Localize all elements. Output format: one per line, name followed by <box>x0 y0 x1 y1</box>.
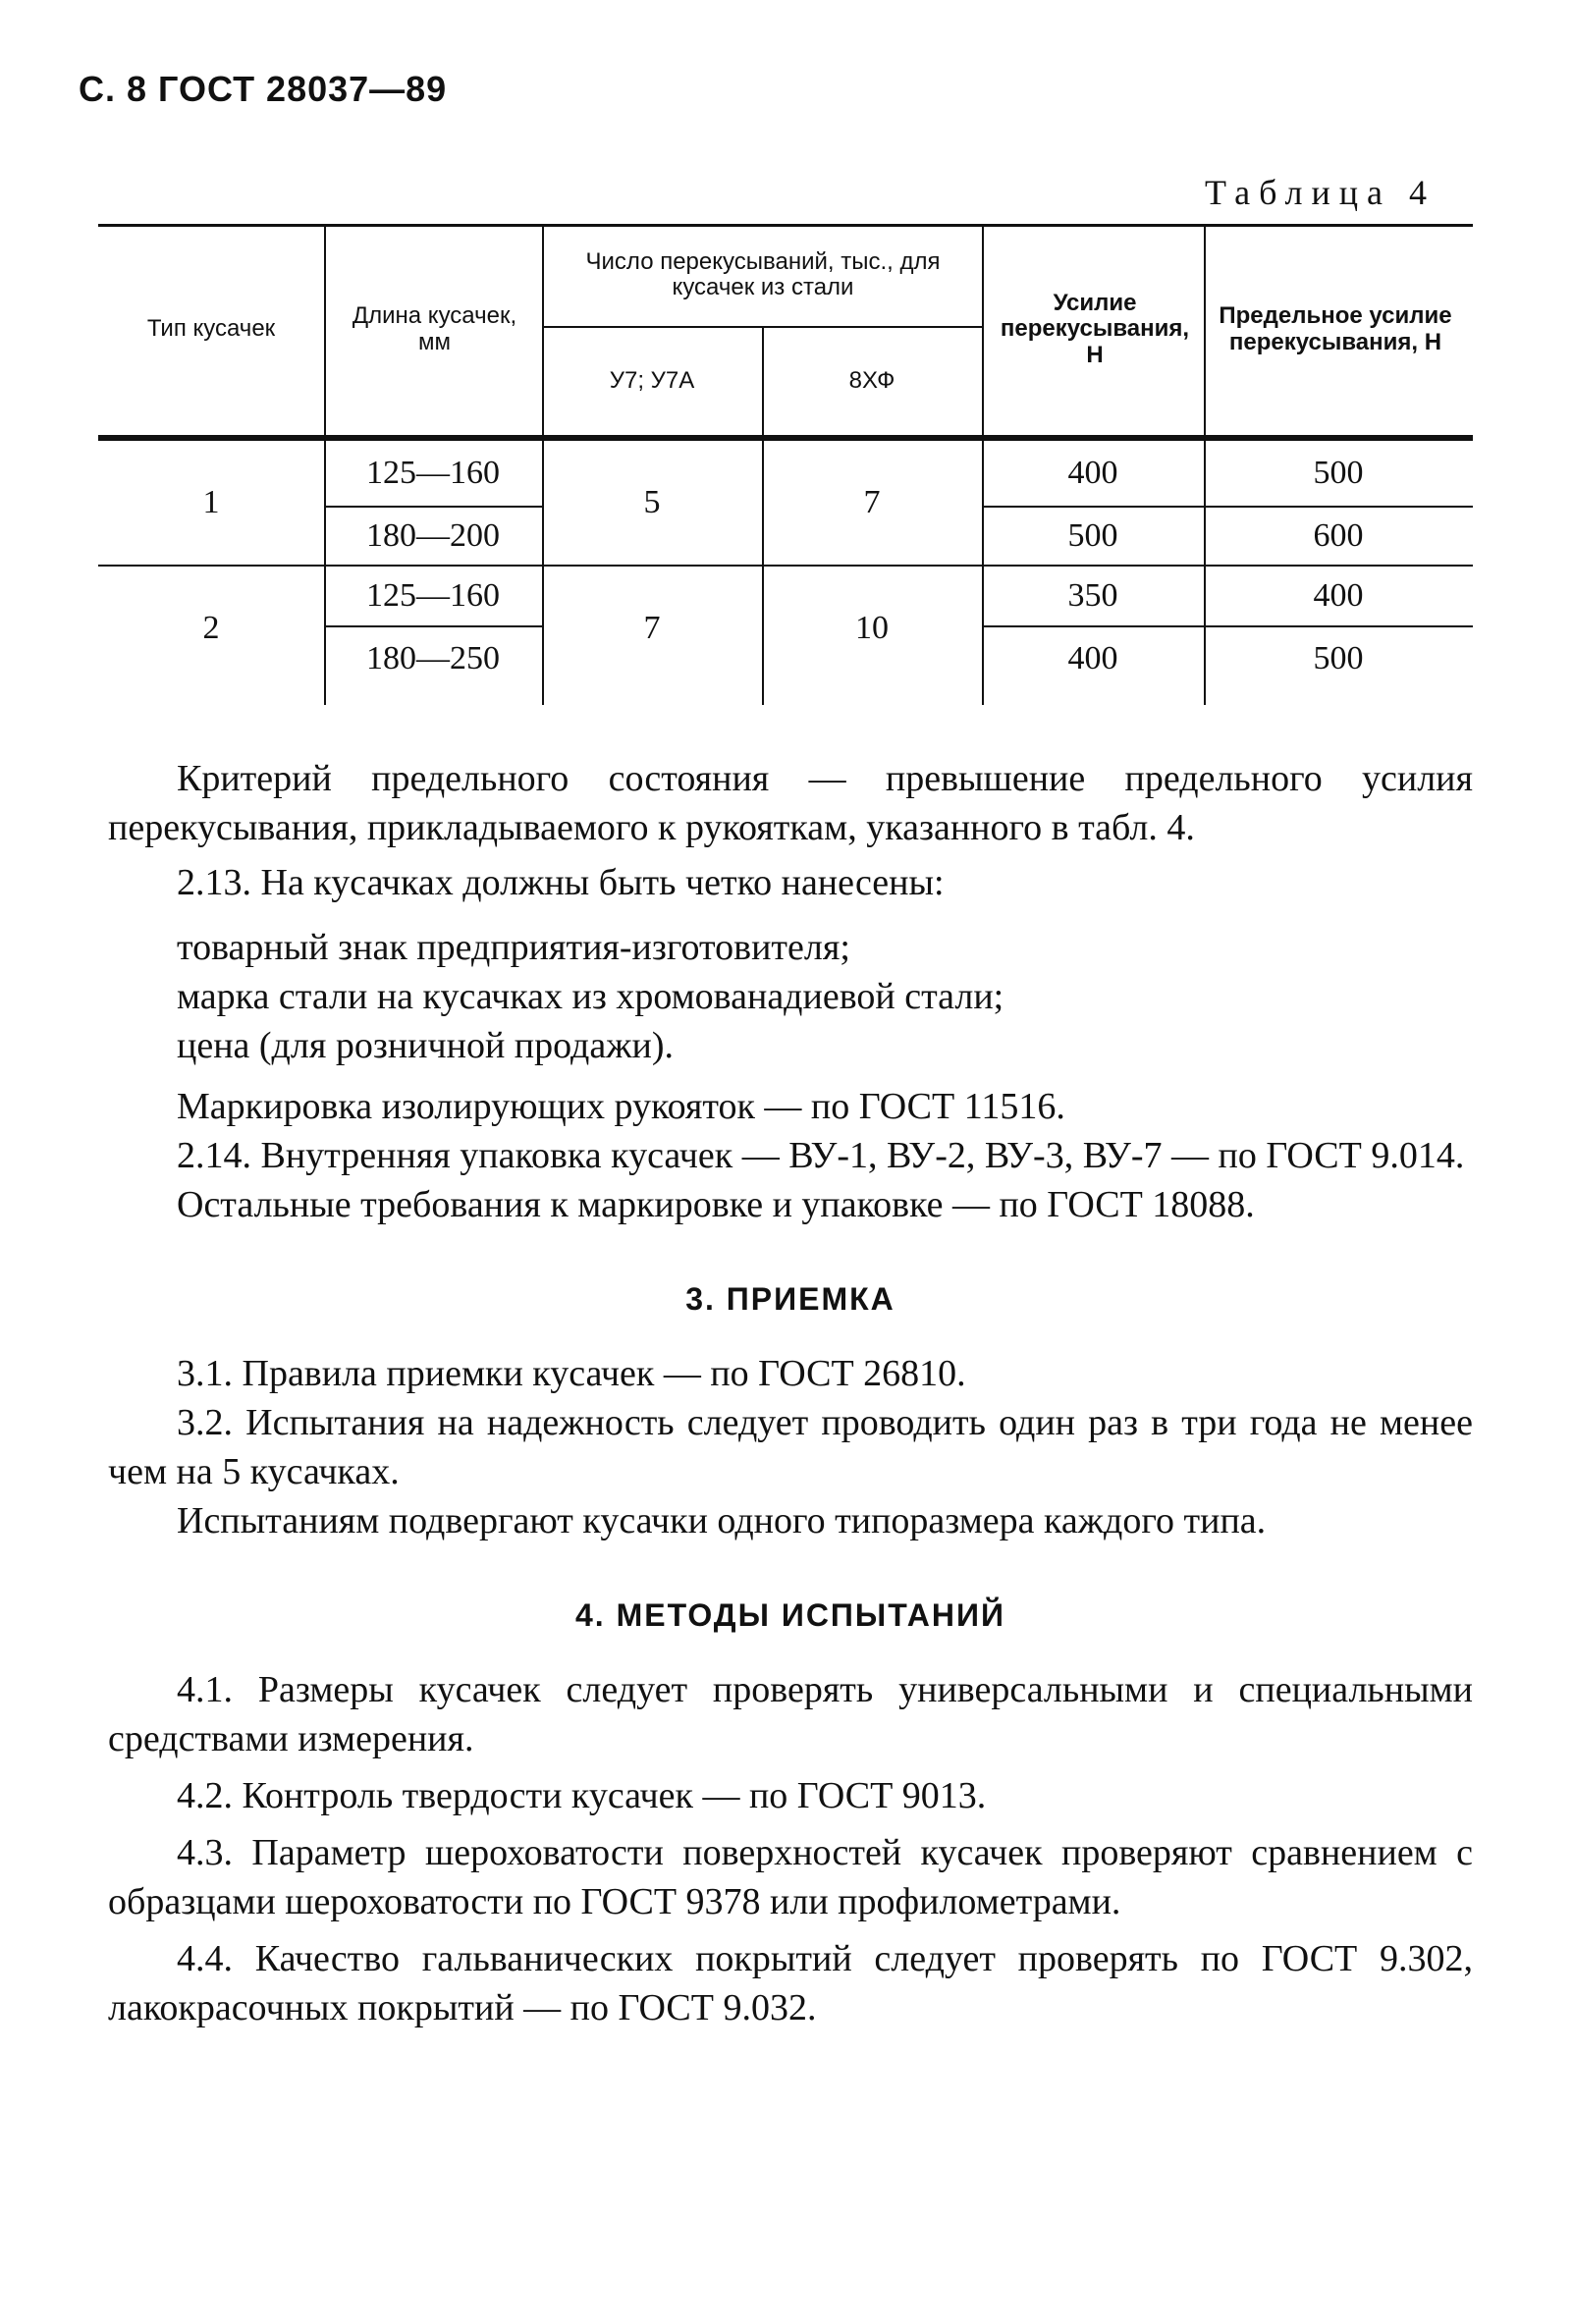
cell-type: 2 <box>202 610 220 646</box>
list-item: марка стали на кусачках из хромованадиевой стали; <box>177 976 1004 1017</box>
cell-length: 180—200 <box>366 517 500 554</box>
paragraph-4-4: 4.4. Качество гальванических покрытий следует проверять по ГОСТ 9.302, лакокрасочных покрытий — по ГОСТ 9.032. <box>108 1938 1473 2028</box>
body-text <box>108 754 1473 2032</box>
cell-length: 180—250 <box>366 640 500 676</box>
list-item: цена (для розничной продажи). <box>177 1025 674 1066</box>
cell-force: 400 <box>1067 640 1118 676</box>
cell-length: 125—160 <box>366 455 500 491</box>
paragraph-4-1: 4.1. Размеры кусачек следует проверять универсальными и специальными средствами измерения. <box>108 1669 1473 1759</box>
cell-cycles-8hf: 7 <box>863 484 881 520</box>
paragraph-3-2: 3.2. Испытания на надежность следует проводить один раз в три года не менее чем на 5 кусачках. <box>108 1402 1473 1492</box>
marking-list <box>108 923 1473 1070</box>
cell-cycles-u7: 7 <box>643 610 661 646</box>
header-steel-8hf: 8ХФ <box>848 367 895 395</box>
header-force: Усилие перекусывания, Н <box>1000 289 1190 368</box>
cell-cycles-u7: 5 <box>643 484 661 520</box>
paragraph-4-3: 4.3. Параметр шероховатости поверхностей кусачек проверяют сравнением с образцами шероховатости по ГОСТ 9378 или профилометрами. <box>108 1832 1473 1922</box>
paragraph-4-2: 4.2. Контроль твердости кусачек — по ГОСТ 9013. <box>177 1775 987 1816</box>
cell-limit-force: 600 <box>1313 517 1364 554</box>
cell-cycles-8hf: 10 <box>855 610 889 646</box>
section-title-3: 3. ПРИЕМКА <box>685 1281 895 1317</box>
header-type: Тип кусачек <box>146 315 276 343</box>
cell-force: 400 <box>1067 455 1118 491</box>
cell-limit-force: 500 <box>1313 455 1364 491</box>
paragraph-marking: Маркировка изолирующих рукояток — по ГОСТ 11516. <box>177 1086 1065 1127</box>
cell-type: 1 <box>202 484 220 520</box>
section-title-4: 4. МЕТОДЫ ИСПЫТАНИЙ <box>575 1597 1005 1633</box>
header-cycles-group: Число перекусываний, тыс., для кусачек из стали <box>585 247 941 300</box>
paragraph-3-2b: Испытаниям подвергают кусачки одного типоразмера каждого типа. <box>177 1500 1267 1541</box>
cell-limit-force: 500 <box>1313 640 1364 676</box>
list-item: товарный знак предприятия-изготовителя; <box>177 927 850 968</box>
table-4 <box>98 224 1473 715</box>
cell-limit-force: 400 <box>1313 577 1364 614</box>
page-header: С. 8 ГОСТ 28037—89 <box>79 69 448 109</box>
paragraph-criterion: Критерий предельного состояния — превышение предельного усилия перекусывания, прикладываемого к рукояткам, указанного в табл. 4. <box>108 758 1473 848</box>
paragraph-3-1: 3.1. Правила приемки кусачек — по ГОСТ 26810. <box>177 1353 966 1394</box>
table-caption: Таблица 4 <box>1205 173 1436 212</box>
cell-force: 500 <box>1067 517 1118 554</box>
header-length: Длина кусачек, мм <box>352 302 517 355</box>
cell-force: 350 <box>1067 577 1118 614</box>
paragraph-other: Остальные требования к маркировке и упаковке — по ГОСТ 18088. <box>177 1184 1255 1225</box>
header-limit-force: Предельное усилие перекусывания, Н <box>1219 302 1452 355</box>
paragraph-2-13: 2.13. На кусачках должны быть четко нанесены: <box>177 862 945 903</box>
cell-length: 125—160 <box>366 577 500 614</box>
paragraph-2-14: 2.14. Внутренняя упаковка кусачек — ВУ-1, ВУ-2, ВУ-3, ВУ-7 — по ГОСТ 9.014. <box>177 1135 1465 1176</box>
header-steel-u7: У7; У7А <box>609 367 695 395</box>
